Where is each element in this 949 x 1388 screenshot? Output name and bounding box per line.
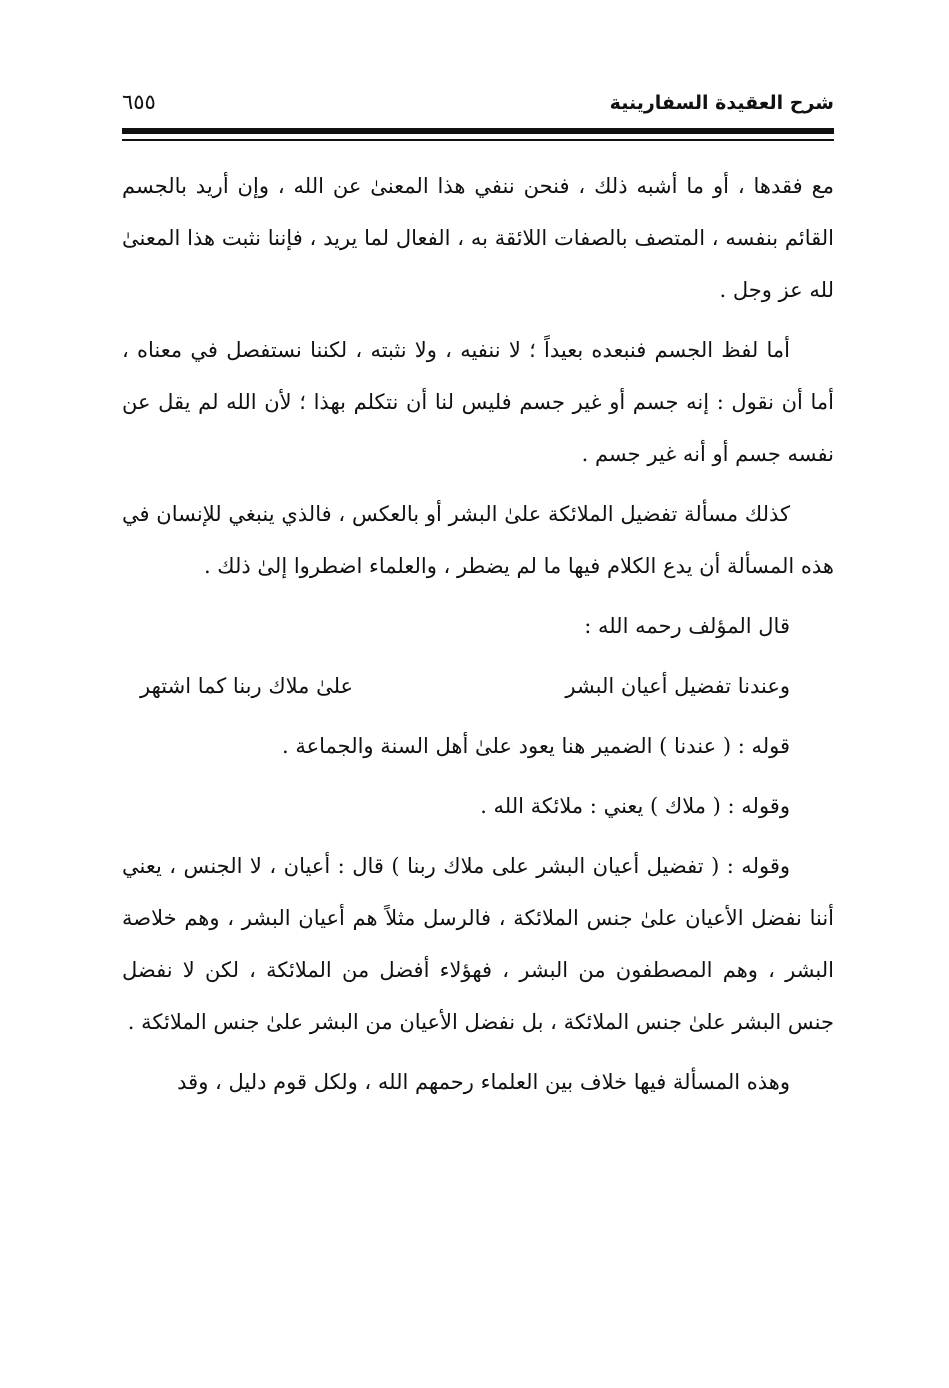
poem-verse — [122, 660, 834, 712]
paragraph: أما لفظ الجسم فنبعده بعيداً ؛ لا ننفيه ، ولا نثبته ، لكننا نستفصل في معناه ، أما أن نقول : إنه جسم أو غير جسم فليس لنا أن نتكلم بهذا ؛ لأن الله لم يقل عن نفسه جسم أو أنه غير جسم . — [122, 338, 834, 466]
header-rule-thin — [122, 139, 834, 141]
header-rule-thick — [122, 128, 834, 134]
verse-first-half: وعندنا تفضيل أعيان البشر — [565, 674, 790, 698]
running-header — [122, 88, 834, 124]
verse-second-half: علىٰ ملاك ربنا كما اشتهر — [140, 674, 354, 698]
commentary-paragraph: وقوله : ( ملاك ) يعني : ملائكة الله . — [480, 794, 790, 818]
book-title: شرح العقيدة السفارينية — [609, 92, 834, 114]
commentary-paragraph: قوله : ( عندنا ) الضمير هنا يعود علىٰ أهل السنة والجماعة . — [281, 734, 790, 758]
commentary-paragraph: وهذه المسألة فيها خلاف بين العلماء رحمهم الله ، ولكل قوم دليل ، وقد — [177, 1070, 790, 1094]
body-text — [122, 160, 834, 1116]
page-number: ٦٥٥ — [122, 90, 156, 114]
commentary-paragraph: وقوله : ( تفضيل أعيان البشر على ملاك ربنا ) قال : أعيان ، لا الجنس ، يعني أننا نفضل الأعيان علىٰ جنس الملائكة ، فالرسل مثلاً هم أعيان البشر ، وهم خلاصة البشر ، وهم المصطفون من البشر ، فهؤلاء أفضل من الملائكة ، لكن لا نفضل جنس البشر علىٰ جنس الملائكة ، بل نفضل الأعيان من البشر علىٰ جنس الملائكة . — [122, 854, 834, 1034]
author-quote-intro: قال المؤلف رحمه الله : — [584, 614, 790, 638]
paragraph-continued: مع فقدها ، أو ما أشبه ذلك ، فنحن ننفي هذا المعنىٰ عن الله ، وإن أريد بالجسم القائم بنفسه ، المتصف بالصفات اللائقة به ، الفعال لما يريد ، فإننا نثبت هذا المعنىٰ لله عز وجل . — [122, 174, 834, 302]
paragraph: كذلك مسألة تفضيل الملائكة علىٰ البشر أو بالعكس ، فالذي ينبغي للإنسان في هذه المسألة أن يدع الكلام فيها ما لم يضطر ، والعلماء اضطروا إلىٰ ذلك . — [122, 502, 834, 578]
